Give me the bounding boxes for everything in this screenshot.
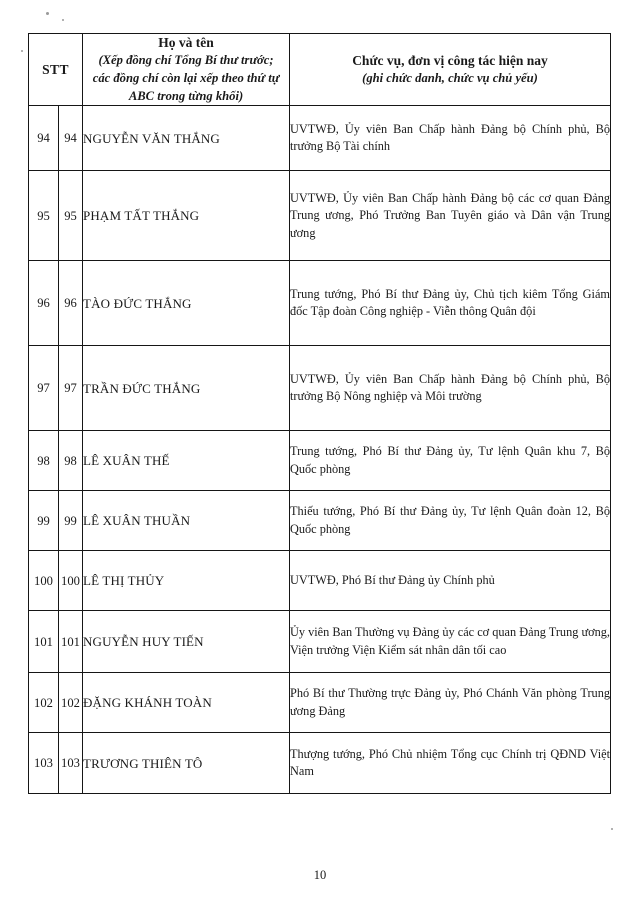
row-name: ĐẶNG KHÁNH TOÀN: [83, 673, 290, 733]
header-name-note-line3: ABC trong từng khối): [128, 88, 244, 103]
row-name: TÀO ĐỨC THẮNG: [83, 261, 290, 346]
personnel-table: [28, 33, 611, 794]
row-number-primary: 97: [29, 346, 59, 431]
row-position-text: Phó Bí thư Thường trực Đảng ủy, Phó Chánh Văn phòng Trung ương Đảng: [290, 686, 610, 718]
row-number-secondary: 98: [59, 431, 83, 491]
row-position: [290, 346, 611, 431]
row-number-primary: 103: [29, 733, 59, 794]
header-name: [83, 34, 290, 106]
table-row: [29, 491, 611, 551]
page-number: 10: [313, 868, 327, 882]
row-position: [290, 171, 611, 261]
row-number-primary: 95: [29, 171, 59, 261]
row-number-secondary: 96: [59, 261, 83, 346]
row-position-text: UVTWĐ, Ủy viên Ban Chấp hành Đảng bộ Chính phủ, Bộ trưởng Bộ Tài chính: [290, 121, 610, 154]
row-name: LÊ XUÂN THẾ: [83, 431, 290, 491]
row-position-text: UVTWĐ, Ủy viên Ban Chấp hành Đảng bộ Chính phủ, Bộ trưởng Bộ Nông nghiệp và Môi trường: [290, 371, 610, 404]
row-position-text: UVTWĐ, Phó Bí thư Đảng ủy Chính phủ: [290, 573, 495, 588]
scan-speck: [21, 50, 23, 52]
row-position: [290, 551, 611, 611]
scan-speck: [62, 19, 64, 21]
header-position: [290, 34, 611, 106]
row-position: [290, 261, 611, 346]
row-number-primary: 99: [29, 491, 59, 551]
header-name-title: Họ và tên: [158, 35, 214, 50]
row-name: PHẠM TẤT THẮNG: [83, 171, 290, 261]
row-number-secondary: 102: [59, 673, 83, 733]
row-position: [290, 733, 611, 794]
row-name: TRƯƠNG THIÊN TÔ: [83, 733, 290, 794]
row-position: [290, 106, 611, 171]
row-number-secondary: 99: [59, 491, 83, 551]
row-position-text: Trung tướng, Phó Bí thư Đảng ủy, Tư lệnh Quân khu 7, Bộ Quốc phòng: [290, 444, 610, 476]
row-position-text: Thượng tướng, Phó Chủ nhiệm Tổng cục Chính trị QĐND Việt Nam: [290, 746, 610, 779]
row-number-primary: 101: [29, 611, 59, 673]
row-name: NGUYỄN HUY TIẾN: [83, 611, 290, 673]
row-number-secondary: 103: [59, 733, 83, 794]
row-number-secondary: 94: [59, 106, 83, 171]
row-number-primary: 94: [29, 106, 59, 171]
header-stt: [29, 34, 83, 106]
row-name: TRẦN ĐỨC THẮNG: [83, 346, 290, 431]
row-name: LÊ XUÂN THUẦN: [83, 491, 290, 551]
table-row: [29, 106, 611, 171]
header-name-note-line2: các đồng chí còn lại xếp theo thứ tự: [92, 70, 280, 85]
row-position: [290, 431, 611, 491]
row-position: [290, 611, 611, 673]
header-stt-label: STT: [42, 61, 69, 77]
row-number-primary: 102: [29, 673, 59, 733]
header-position-title: Chức vụ, đơn vị công tác hiện nay: [352, 52, 548, 68]
row-number-secondary: 101: [59, 611, 83, 673]
header-position-note: (ghi chức danh, chức vụ chủ yếu): [362, 70, 538, 85]
table-row: [29, 431, 611, 491]
scan-speck: [46, 12, 49, 15]
row-number-primary: 100: [29, 551, 59, 611]
table-header-row: [29, 34, 611, 106]
row-position-text: Trung tướng, Phó Bí thư Đảng ủy, Chủ tịch kiêm Tổng Giám đốc Tập đoàn Công nghiệp - Viễn thông Quân đội: [290, 286, 610, 319]
row-name: NGUYỄN VĂN THẮNG: [83, 106, 290, 171]
table-row: [29, 261, 611, 346]
header-name-note-line1: (Xếp đồng chí Tổng Bí thư trước;: [98, 52, 274, 67]
row-number-secondary: 97: [59, 346, 83, 431]
table-row: [29, 733, 611, 794]
table-row: [29, 551, 611, 611]
row-number-secondary: 100: [59, 551, 83, 611]
row-position: [290, 673, 611, 733]
table-row: [29, 346, 611, 431]
row-position: [290, 491, 611, 551]
row-number-primary: 96: [29, 261, 59, 346]
table-header: [29, 34, 611, 106]
table-row: [29, 171, 611, 261]
row-position-text: Thiếu tướng, Phó Bí thư Đảng ủy, Tư lệnh Quân đoàn 12, Bộ Quốc phòng: [290, 504, 610, 536]
row-name: LÊ THỊ THỦY: [83, 551, 290, 611]
table-body: [29, 106, 611, 794]
row-position-text: UVTWĐ, Ủy viên Ban Chấp hành Đảng bộ các cơ quan Đảng Trung ương, Phó Trưởng Ban Tuyên giáo và Dân vận Trung ương: [290, 190, 610, 240]
row-number-primary: 98: [29, 431, 59, 491]
table-row: [29, 673, 611, 733]
row-position-text: Ủy viên Ban Thường vụ Đảng ủy các cơ quan Đảng Trung ương, Viện trưởng Viện Kiểm sát nhân dân tối cao: [290, 625, 610, 657]
table-row: [29, 611, 611, 673]
row-number-secondary: 95: [59, 171, 83, 261]
scan-speck: [611, 828, 613, 830]
